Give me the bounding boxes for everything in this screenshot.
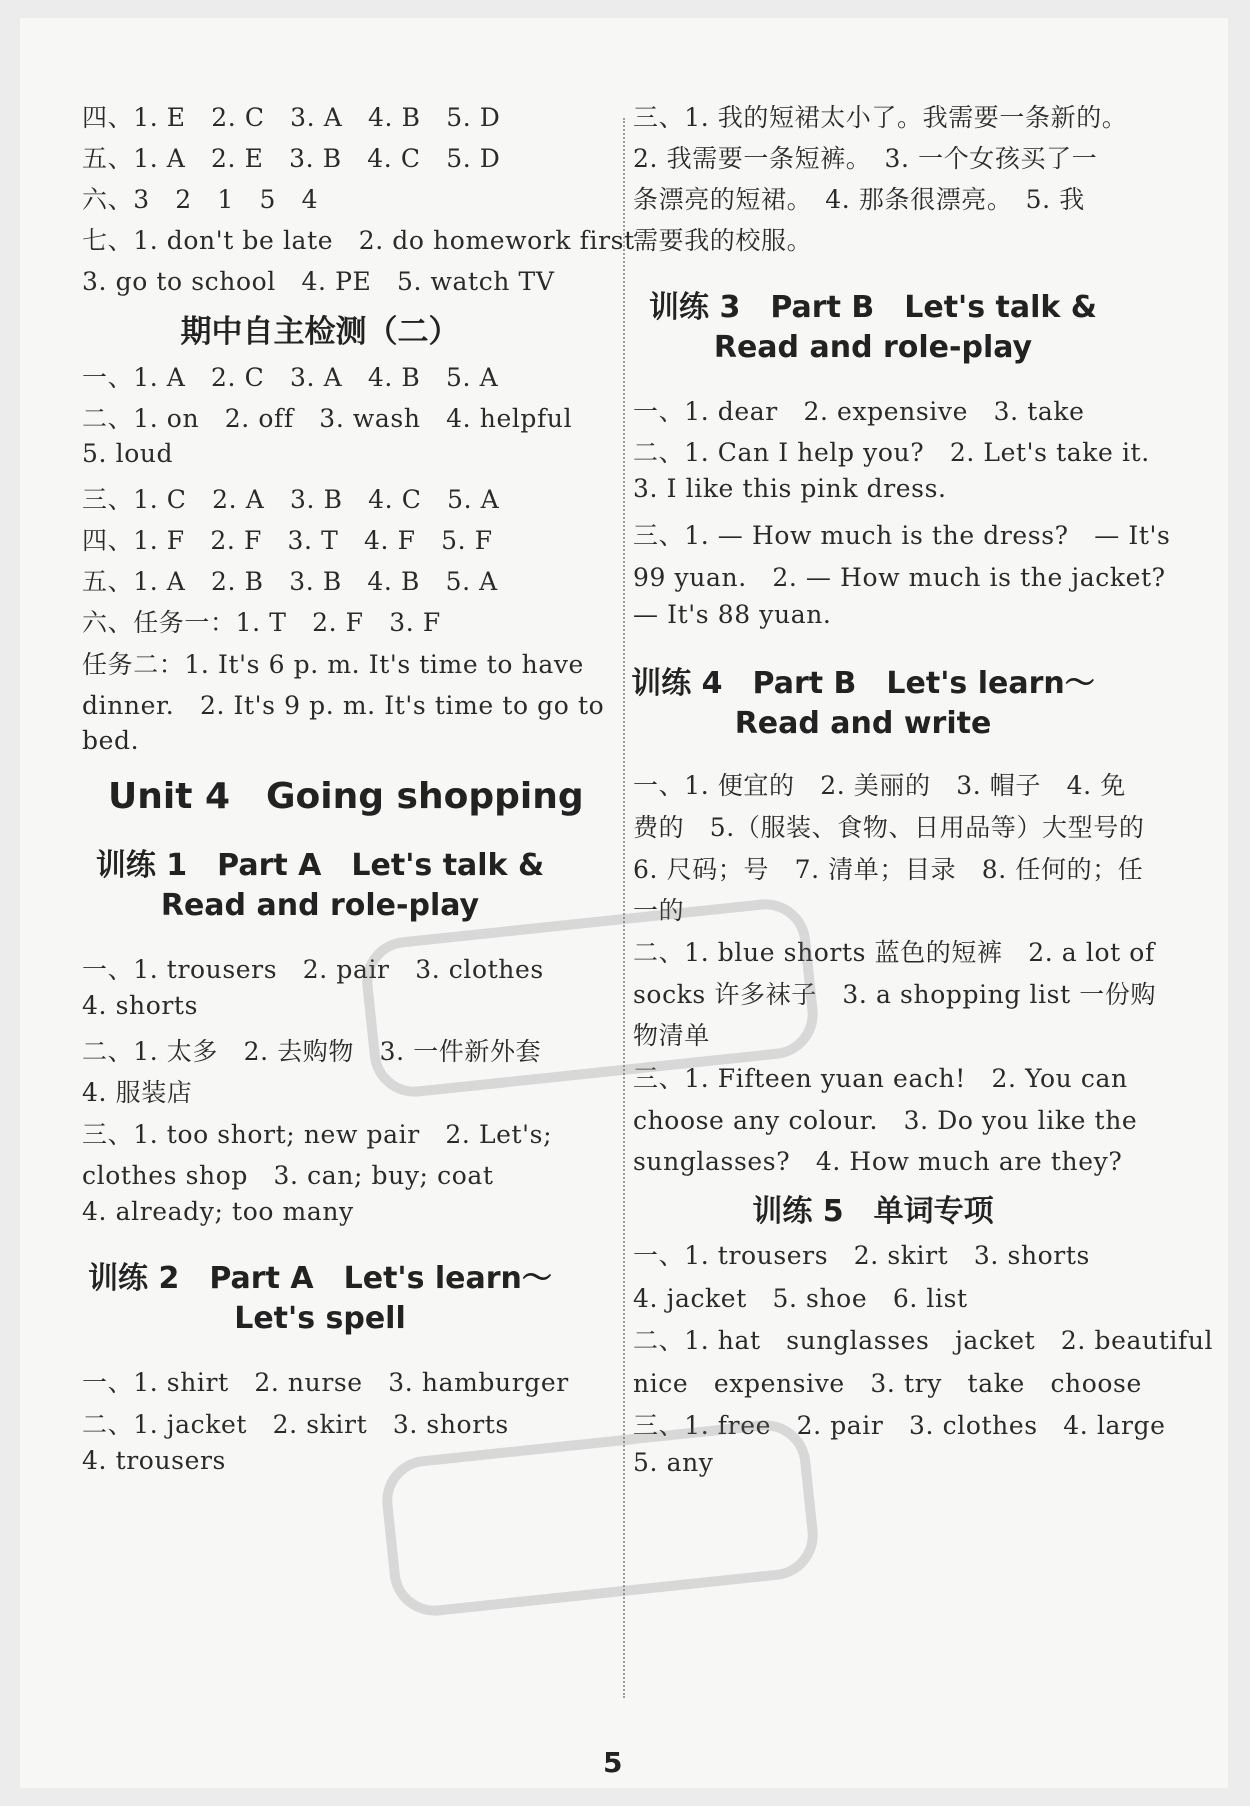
text-line: clothes shop 3. can; buy; coat — [82, 1161, 494, 1190]
text-line: 七、1. don't be late 2. do homework first — [82, 226, 635, 255]
text-line: socks 许多袜子 3. a shopping list 一份购 — [633, 980, 1157, 1009]
text-line: 费的 5.（服装、食物、日用品等）大型号的 — [633, 813, 1145, 842]
text-line: 六、任务一：1. T 2. F 3. F — [82, 608, 441, 637]
text-line: 2. 我需要一条短裤。 3. 一个女孩买了一 — [633, 144, 1098, 173]
text-line: 一的 — [633, 896, 685, 925]
section-title-t4: 训练 4 Part B Let's learn～ — [631, 666, 1095, 701]
text-line: 三、1. too short; new pair 2. Let's; — [82, 1120, 553, 1149]
text-line: 一、1. shirt 2. nurse 3. hamburger — [82, 1368, 569, 1397]
text-line: 3. go to school 4. PE 5. watch TV — [82, 267, 555, 296]
text-line: dinner. 2. It's 9 p. m. It's time to go to — [82, 691, 605, 720]
text-line: 三、1. — How much is the dress? — It's — [633, 521, 1171, 550]
section-title-midterm: 期中自主检测（二） — [180, 314, 460, 350]
text-line: 二、1. blue shorts 蓝色的短裤 2. a lot of — [633, 938, 1155, 967]
text-line: 4. already; too many — [82, 1197, 354, 1226]
text-line: 99 yuan. 2. — How much is the jacket? — [633, 563, 1166, 592]
text-line: 任务二：1. It's 6 p. m. It's time to have — [82, 650, 584, 679]
text-line: 6. 尺码；号 7. 清单；目录 8. 任何的；任 — [633, 855, 1144, 884]
section-subtitle-t2: Let's spell — [234, 1301, 406, 1336]
text-line: 三、1. 我的短裙太小了。我需要一条新的。 — [633, 103, 1128, 132]
text-line: 一、1. trousers 2. pair 3. clothes — [82, 955, 544, 984]
text-line: 三、1. free 2. pair 3. clothes 4. large — [633, 1411, 1166, 1440]
text-line: 一、1. trousers 2. skirt 3. shorts — [633, 1241, 1090, 1270]
text-line: 六、3 2 1 5 4 — [82, 185, 319, 214]
text-line: — It's 88 yuan. — [633, 600, 832, 629]
text-line: 4. shorts — [82, 991, 199, 1020]
text-line: 3. I like this pink dress. — [633, 474, 947, 503]
section-title-t1: 训练 1 Part A Let's talk & — [95, 848, 545, 883]
text-line: choose any colour. 3. Do you like the — [633, 1106, 1138, 1135]
text-line: 五、1. A 2. B 3. B 4. B 5. A — [82, 567, 498, 596]
unit-title: Unit 4 Going shopping — [108, 776, 584, 817]
text-line: 4. 服装店 — [82, 1078, 193, 1107]
text-line: 五、1. A 2. E 3. B 4. C 5. D — [82, 144, 501, 173]
text-line: 二、1. jacket 2. skirt 3. shorts — [82, 1410, 509, 1439]
text-line: 需要我的校服。 — [633, 226, 813, 255]
text-line: 5. any — [633, 1448, 714, 1477]
section-title-t2: 训练 2 Part A Let's learn～ — [88, 1261, 552, 1296]
text-line: 一、1. 便宜的 2. 美丽的 3. 帽子 4. 免 — [633, 771, 1126, 800]
text-line: sunglasses? 4. How much are they? — [633, 1147, 1123, 1176]
text-line: 二、1. Can I help you? 2. Let's take it. — [633, 438, 1150, 467]
section-subtitle-t3: Read and role-play — [713, 330, 1033, 365]
page-number: 5 — [603, 1746, 623, 1779]
text-line: 二、1. hat sunglasses jacket 2. beautiful — [633, 1326, 1214, 1355]
answer-page — [20, 18, 1228, 1788]
text-line: 二、1. on 2. off 3. wash 4. helpful — [82, 404, 573, 433]
text-line: 四、1. E 2. C 3. A 4. B 5. D — [82, 103, 501, 132]
text-line: 4. jacket 5. shoe 6. list — [633, 1284, 968, 1313]
text-line: bed. — [82, 726, 140, 755]
text-line: 4. trousers — [82, 1446, 226, 1475]
text-line: 二、1. 太多 2. 去购物 3. 一件新外套 — [82, 1037, 542, 1066]
text-line: 四、1. F 2. F 3. T 4. F 5. F — [82, 526, 493, 555]
text-line: 5. loud — [82, 439, 174, 468]
text-line: 条漂亮的短裙。 4. 那条很漂亮。 5. 我 — [633, 185, 1085, 214]
text-line: 一、1. A 2. C 3. A 4. B 5. A — [82, 363, 499, 392]
text-line: 三、1. Fifteen yuan each! 2. You can — [633, 1064, 1128, 1093]
text-line: 三、1. C 2. A 3. B 4. C 5. A — [82, 485, 500, 514]
section-subtitle-t4: Read and write — [734, 706, 992, 741]
section-title-t3: 训练 3 Part B Let's talk & — [649, 290, 1097, 325]
section-title-t5: 训练 5 单词专项 — [752, 1194, 994, 1229]
text-line: 物清单 — [633, 1021, 710, 1050]
text-line: 一、1. dear 2. expensive 3. take — [633, 397, 1085, 426]
text-line: nice expensive 3. try take choose — [633, 1369, 1142, 1398]
section-subtitle-t1: Read and role-play — [160, 888, 480, 923]
